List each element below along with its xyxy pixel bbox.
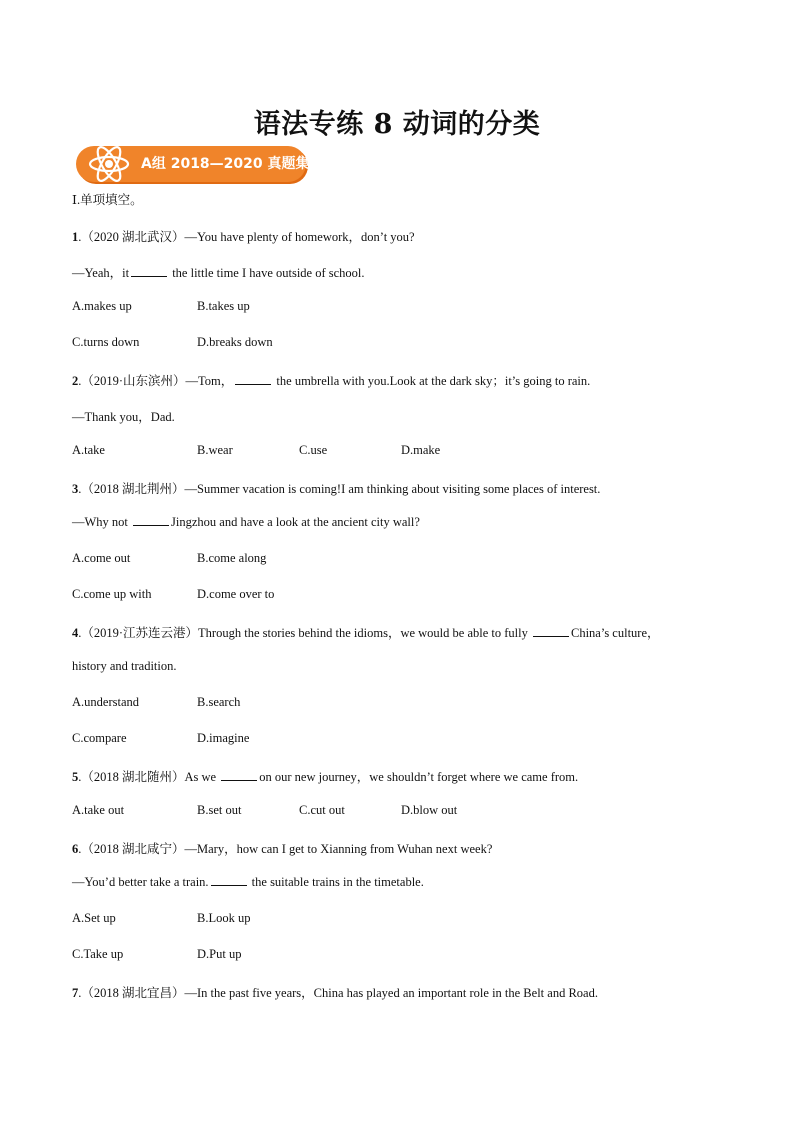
option-b: B.takes up: [197, 299, 250, 313]
reply-text: the suitable trains in the timetable.: [248, 875, 424, 889]
question-2-stem: 2.（2019·山东滨州）—Tom， the umbrella with you.Look at the dark sky；it’s going to rain.: [72, 374, 591, 388]
option-d: D.blow out: [401, 803, 458, 817]
question-5-stem: 5.（2018 湖北随州）As we on our new journey，we shouldn’t forget where we came from.: [72, 770, 579, 784]
question-number: 3: [72, 482, 79, 496]
option-d: D.breaks down: [197, 335, 273, 349]
option-b: B.set out: [197, 803, 242, 817]
option-c: C.compare: [72, 731, 127, 745]
section-heading: Ⅰ.单项填空。: [72, 193, 143, 207]
question-text: As we: [184, 770, 220, 784]
question-number: 7: [72, 986, 79, 1000]
reply-text: —Why not: [72, 515, 132, 529]
question-source: （2019·江苏连云港）: [81, 626, 199, 640]
answer-blank: [211, 875, 247, 886]
option-a: A.take out: [72, 803, 125, 817]
option-a: A.come out: [72, 551, 131, 565]
option-c: C.turns down: [72, 335, 140, 349]
question-7-stem: 7.（2018 湖北宜昌）—In the past five years，China has played an important role in the Belt and Road.: [72, 986, 598, 1000]
answer-blank: [221, 770, 257, 781]
question-text: on our new journey，we shouldn’t forget where we came from.: [259, 770, 579, 784]
question-source: （2018 湖北宜昌）: [81, 986, 185, 1000]
question-text: Through the stories behind the idioms，we would be able to fully: [198, 626, 531, 640]
question-source: （2018 湖北随州）: [81, 770, 185, 784]
option-c: C.Take up: [72, 947, 124, 961]
answer-blank: [533, 626, 569, 637]
question-source: （2020 湖北武汉）: [81, 230, 185, 244]
question-3-stem: 3.（2018 湖北荆州）—Summer vacation is coming!I am thinking about visiting some places of interest.: [72, 482, 601, 496]
option-d: D.imagine: [197, 731, 250, 745]
answer-blank: [235, 374, 271, 385]
option-c: C.cut out: [299, 803, 345, 817]
question-number: 2: [72, 374, 79, 388]
page-title: 语法专练 8 动词的分类: [253, 109, 541, 140]
question-number: 5: [72, 770, 79, 784]
banner-label: A组 2018—2020 真题集训: [141, 156, 324, 172]
reply-text: —Yeah，it: [72, 266, 130, 280]
question-source: （2018 湖北荆州）: [81, 482, 185, 496]
answer-blank: [133, 515, 169, 526]
question-text: —Summer vacation is coming!I am thinking about visiting some places of interest.: [184, 482, 601, 496]
question-text: the umbrella with you.Look at the dark sky；it’s going to rain.: [273, 374, 591, 388]
question-4-stem: 4.（2019·江苏连云港）Through the stories behind the idioms，we would be able to fully China’s culture，: [72, 626, 660, 640]
question-3-reply: [72, 515, 420, 530]
option-b: B.search: [197, 695, 241, 709]
question-source: （2019·山东滨州）: [81, 374, 186, 388]
question-number: 4: [72, 626, 79, 640]
question-text: China’s culture，: [570, 626, 660, 640]
option-b: B.wear: [197, 443, 233, 457]
question-text: —In the past five years，China has played an important role in the Belt and Road.: [184, 986, 598, 1000]
option-b: B.come along: [197, 551, 267, 565]
question-2-reply: —Thank you，Dad.: [72, 410, 175, 424]
section-banner: [76, 146, 324, 182]
answer-blank: [131, 266, 167, 277]
question-text: —Tom，: [185, 374, 234, 388]
option-c: C.come up with: [72, 587, 152, 601]
question-6-stem: 6.（2018 湖北咸宁）—Mary，how can I get to Xianning from Wuhan next week?: [72, 842, 493, 856]
question-number: 1: [72, 230, 79, 244]
option-c: C.use: [299, 443, 328, 457]
question-source: （2018 湖北咸宁）: [81, 842, 185, 856]
option-d: D.Put up: [197, 947, 242, 961]
reply-text: —You’d better take a train.: [72, 875, 209, 889]
option-a: A.understand: [72, 695, 139, 709]
option-a: A.take: [72, 443, 105, 457]
reply-text: the little time I have outside of school.: [169, 266, 365, 280]
question-1-stem: 1.（2020 湖北武汉）—You have plenty of homework，don’t you?: [72, 230, 415, 244]
question-1-reply: [72, 263, 365, 281]
option-d: D.make: [401, 443, 441, 457]
question-number: 6: [72, 842, 79, 856]
atom-icon: [84, 142, 134, 186]
reply-text: Jingzhou and have a look at the ancient city wall?: [171, 515, 420, 529]
question-6-reply: [72, 875, 424, 890]
option-d: D.come over to: [197, 587, 275, 601]
question-4-continuation: history and tradition.: [72, 659, 177, 673]
question-text: —You have plenty of homework，don’t you?: [184, 230, 415, 244]
option-b: B.Look up: [197, 911, 251, 925]
option-a: A.makes up: [72, 299, 132, 313]
question-text: —Mary，how can I get to Xianning from Wuhan next week?: [184, 842, 493, 856]
option-a: A.Set up: [72, 911, 116, 925]
